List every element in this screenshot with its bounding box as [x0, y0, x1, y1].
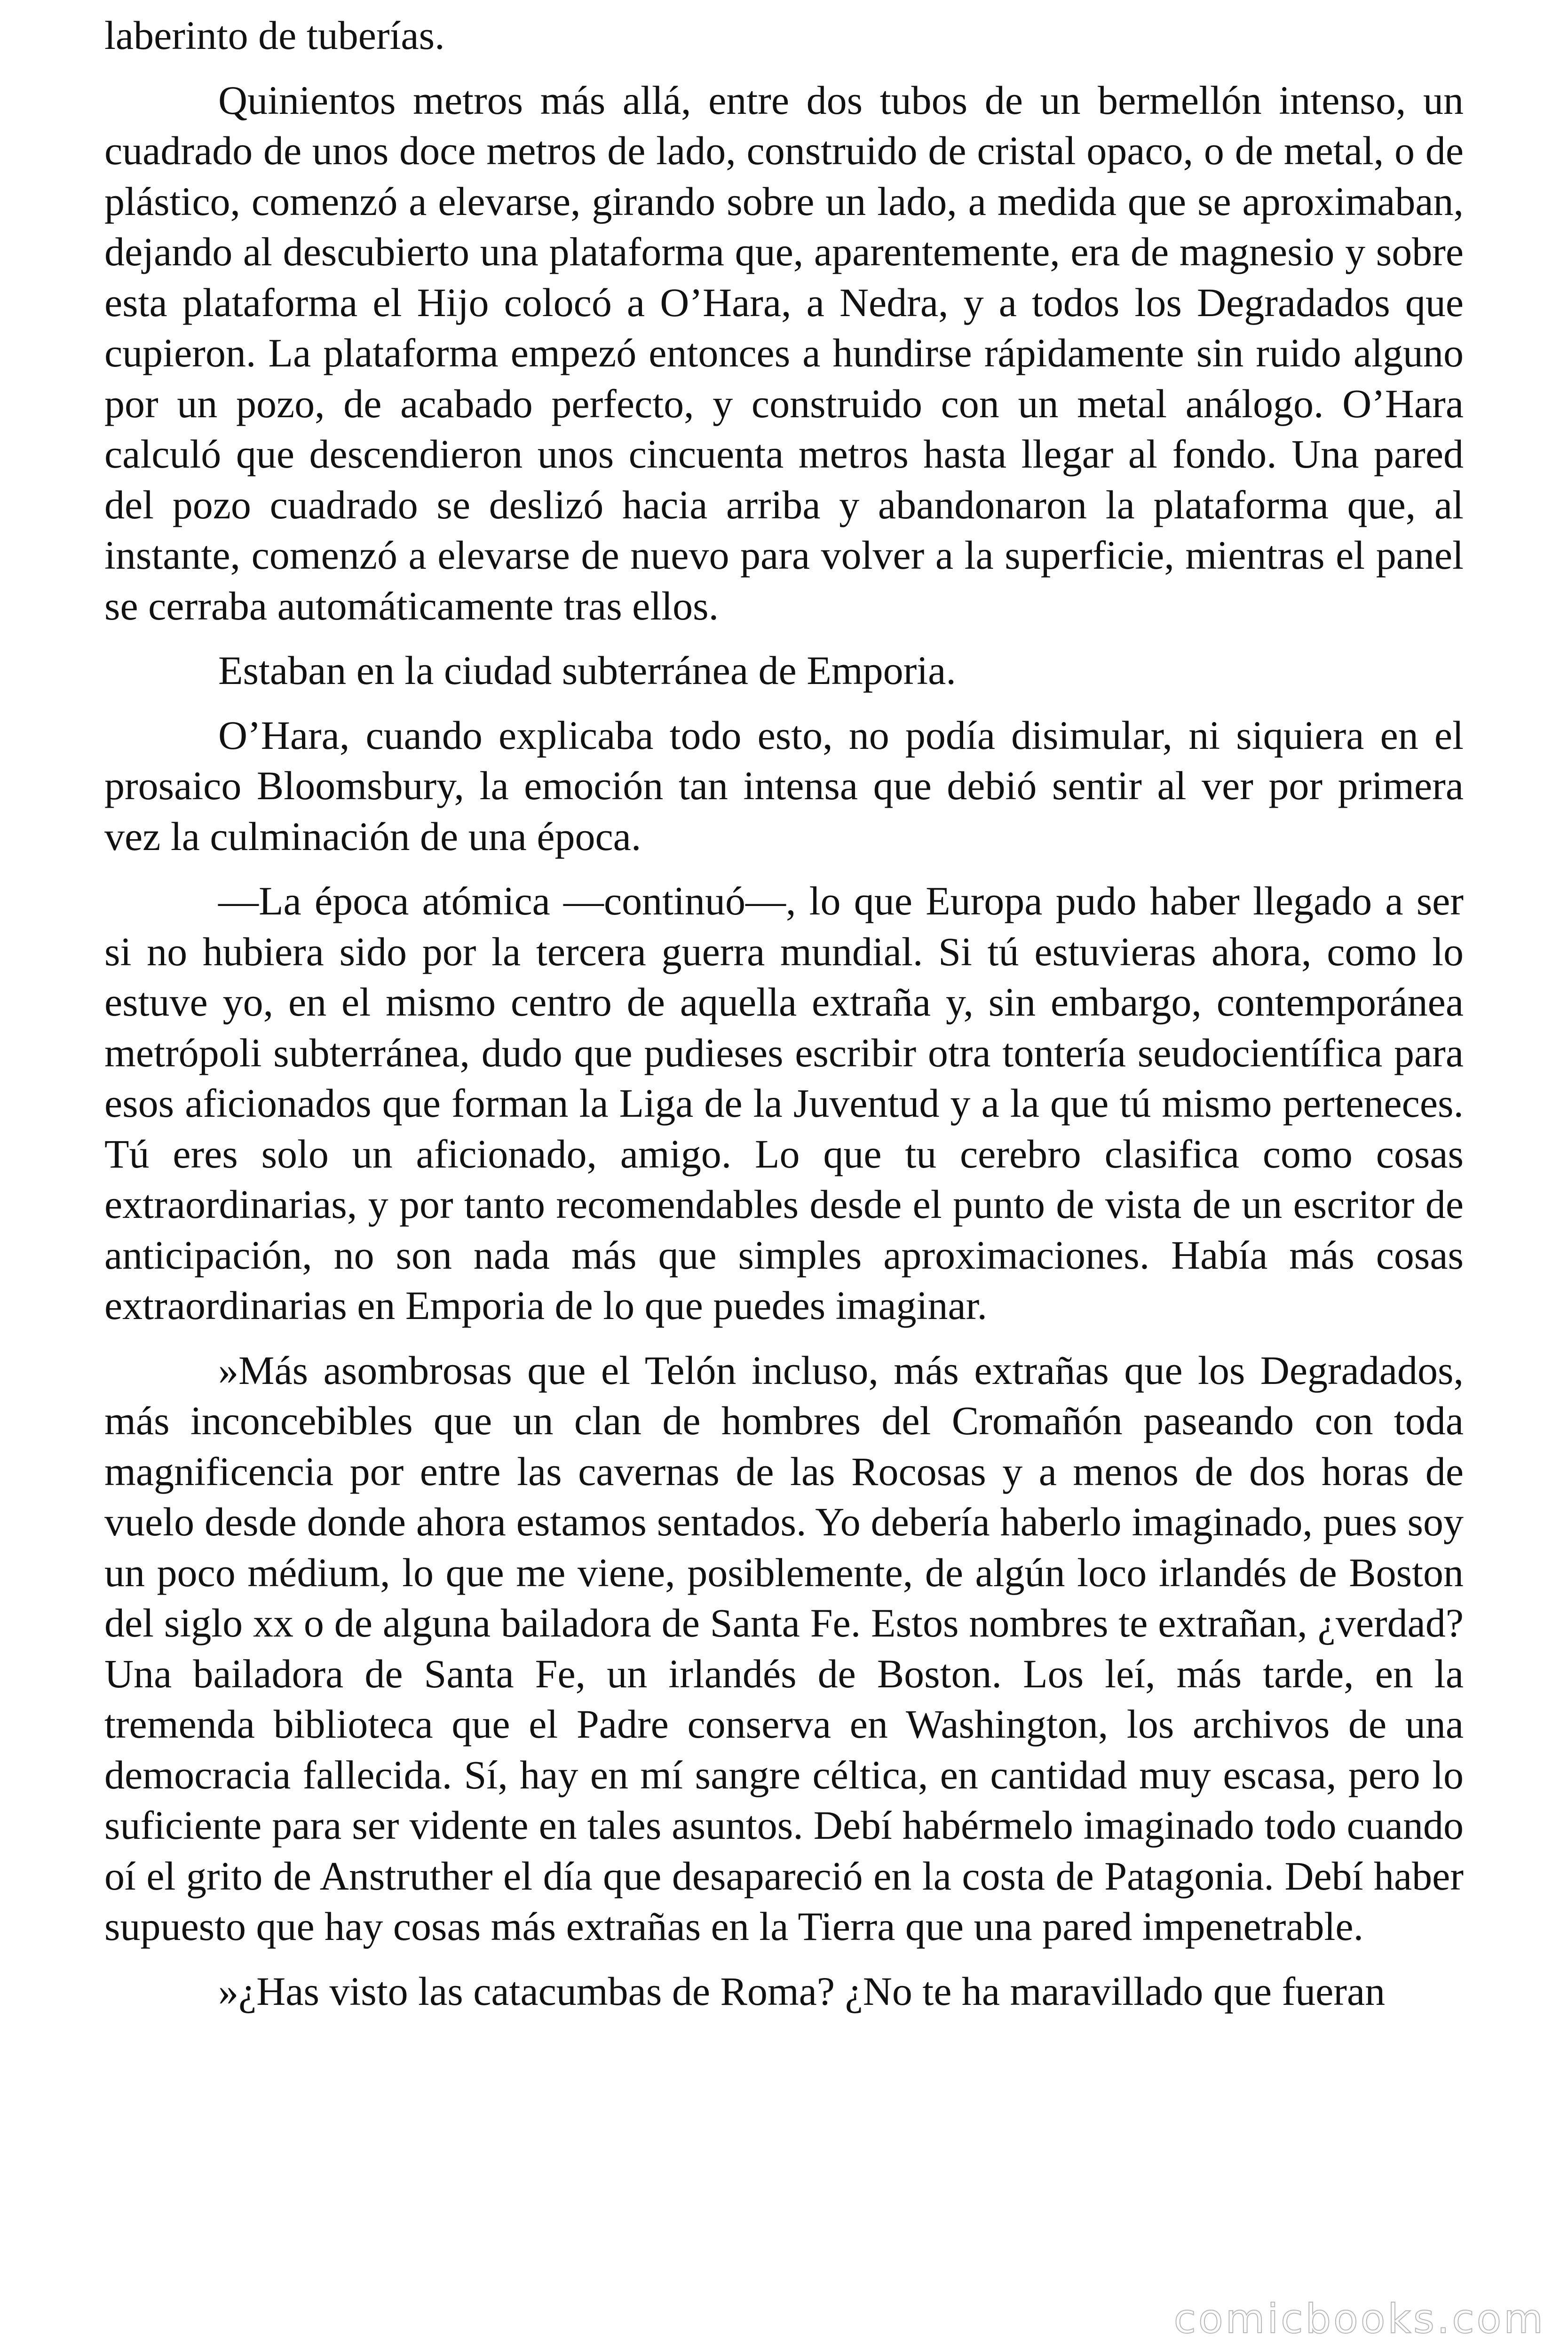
paragraph-ohara-emotion: O’Hara, cuando explicaba todo esto, no podía disimular, ni siquiera en el prosaico Bloomsbury, la emoción tan intensa que debió sentir al ver por primera vez la culminación de una época.	[104, 712, 1464, 859]
paragraph-emporia: Estaban en la ciudad subterránea de Emporia.	[218, 648, 956, 693]
paragraph-astonishing: »Más asombrosas que el Telón incluso, más extrañas que los Degradados, más inconcebibles que un clan de hombres del Cromañón paseando con toda magnificencia por entre las cavernas de las Rocosas y a menos de dos horas de vuelo desde donde ahora estamos sentados. Yo debería haberlo imaginado, pues soy un poco médium, lo que me viene, posiblemente, de algún loco irlandés de Boston del siglo xx o de alguna bailadora de Santa Fe. Estos nombres te extrañan, ¿verdad? Una bailadora de Santa Fe, un irlandés de Boston. Los leí, más tarde, en la tremenda biblioteca que el Padre conserva en Washington, los archivos de una democracia fallecida. Sí, hay en mí sangre céltica, en cantidad muy escasa, pero lo suficiente para ser vidente en tales asuntos. Debí habérmelo imaginado todo cuando oí el grito de Anstruther el día que desapareció en la costa de Patagonia. Debí haber supuesto que hay cosas más extrañas en la Tierra que una pared impenetrable.	[104, 1347, 1464, 1949]
watermark-logo: comicbooks.com	[1173, 2296, 1545, 2343]
book-page-text	[104, 10, 1464, 2031]
paragraph-continuation: laberinto de tuberías.	[104, 13, 445, 58]
paragraph-platform-descent: Quinientos metros más allá, entre dos tubos de un bermellón intenso, un cuadrado de unos doce metros de lado, construido de cristal opaco, o de metal, o de plástico, comenzó a elevarse, girando sobre un lado, a medida que se aproximaban, dejando al descubierto una plataforma que, aparentemente, era de magnesio y sobre esta plataforma el Hijo colocó a O’Hara, a Nedra, y a todos los Degradados que cupieron. La plataforma empezó entonces a hundirse rápidamente sin ruido alguno por un pozo, de acabado perfecto, y construido con un metal análogo. O’Hara calculó que descendieron unos cincuenta metros hasta llegar al fondo. Una pared del pozo cuadrado se deslizó hacia arriba y abandonaron la plataforma que, al instante, comenzó a elevarse de nuevo para volver a la superficie, mientras el panel se cerraba automáticamente tras ellos.	[104, 77, 1464, 628]
paragraph-atomic-age: —La época atómica —continuó—, lo que Europa pudo haber llegado a ser si no hubiera sido por la tercera guerra mundial. Si tú estuvieras ahora, como lo estuve yo, en el mismo centro de aquella extraña y, sin embargo, contemporánea metrópoli subterránea, dudo que pudieses escribir otra tontería seudocientífica para esos aficionados que forman la Liga de la Juventud y a la que tú mismo perteneces. Tú eres solo un aficionado, amigo. Lo que tu cerebro clasifica como cosas extraordinarias, y por tanto recomendables desde el punto de vista de un escritor de anticipación, no son nada más que simples aproximaciones. Había más cosas extraordinarias en Emporia de lo que puedes imaginar.	[104, 878, 1464, 1328]
paragraph-catacombs: »¿Has visto las catacumbas de Roma? ¿No te ha maravillado que fueran	[218, 1968, 1386, 2014]
